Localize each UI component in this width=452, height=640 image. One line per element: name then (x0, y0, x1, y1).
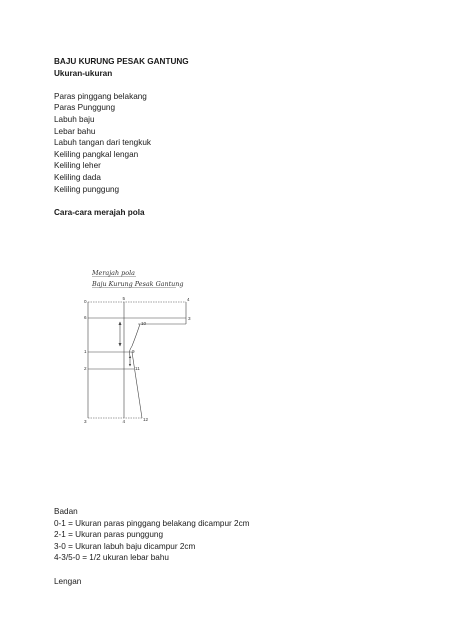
point-label: 9 (132, 349, 135, 354)
point-label: 5 (122, 296, 126, 301)
method-heading: Cara-cara merajah pola (54, 207, 145, 217)
point-label: 2 (84, 366, 87, 371)
point-label: 10 (141, 321, 147, 326)
point-label: 12 (143, 417, 149, 422)
instruction-line: 2-1 = Ukuran paras punggung (54, 530, 164, 540)
document-title: BAJU KURUNG PESAK GANTUNG (54, 57, 189, 66)
pattern-lines (88, 302, 186, 418)
measurement-item: Keliling punggung (54, 184, 120, 194)
point-label: 4 (122, 419, 126, 424)
measurement-item: Paras Punggung (54, 103, 115, 113)
point-label: 3 (188, 316, 191, 321)
instruction-line: 4-3/5-0 = 1/2 ukuran lebar bahu (54, 553, 169, 563)
instruction-line: 3-0 = Ukuran labuh baju dicampur 2cm (54, 541, 196, 551)
point-label: 4 (187, 297, 190, 302)
measurement-item: Labuh tangan dari tengkuk (54, 138, 151, 148)
measurement-item: Paras pinggang belakang (54, 91, 147, 101)
measurements-heading: Ukuran-ukuran (54, 68, 113, 78)
measurement-item: Labuh baju (54, 114, 95, 124)
figure-caption-line1: Merajah pola (92, 269, 135, 277)
measurement-item: Keliling dada (54, 172, 101, 182)
section-heading-sleeve: Lengan (54, 576, 82, 586)
point-label: 6 (84, 315, 87, 320)
point-label: 11 (135, 366, 140, 371)
measurement-item: Keliling pangkal lengan (54, 149, 139, 159)
measurements-section (54, 56, 189, 218)
section-heading-body: Badan (54, 507, 78, 516)
measurement-item: Lebar bahu (54, 126, 96, 136)
point-label: 0 (84, 299, 87, 304)
point-label: 1 (84, 349, 87, 354)
point-label: 3 (84, 419, 87, 424)
arrow-heads (119, 322, 132, 367)
measurement-item: Keliling leher (54, 161, 101, 171)
figure-caption-line2: Baju Kurung Pesak Gantung (92, 280, 184, 288)
instructions-section (54, 506, 249, 587)
instruction-line: 0-1 = Ukuran paras pinggang belakang dicampur 2cm (54, 518, 250, 528)
pattern-drafting-figure (78, 266, 198, 436)
